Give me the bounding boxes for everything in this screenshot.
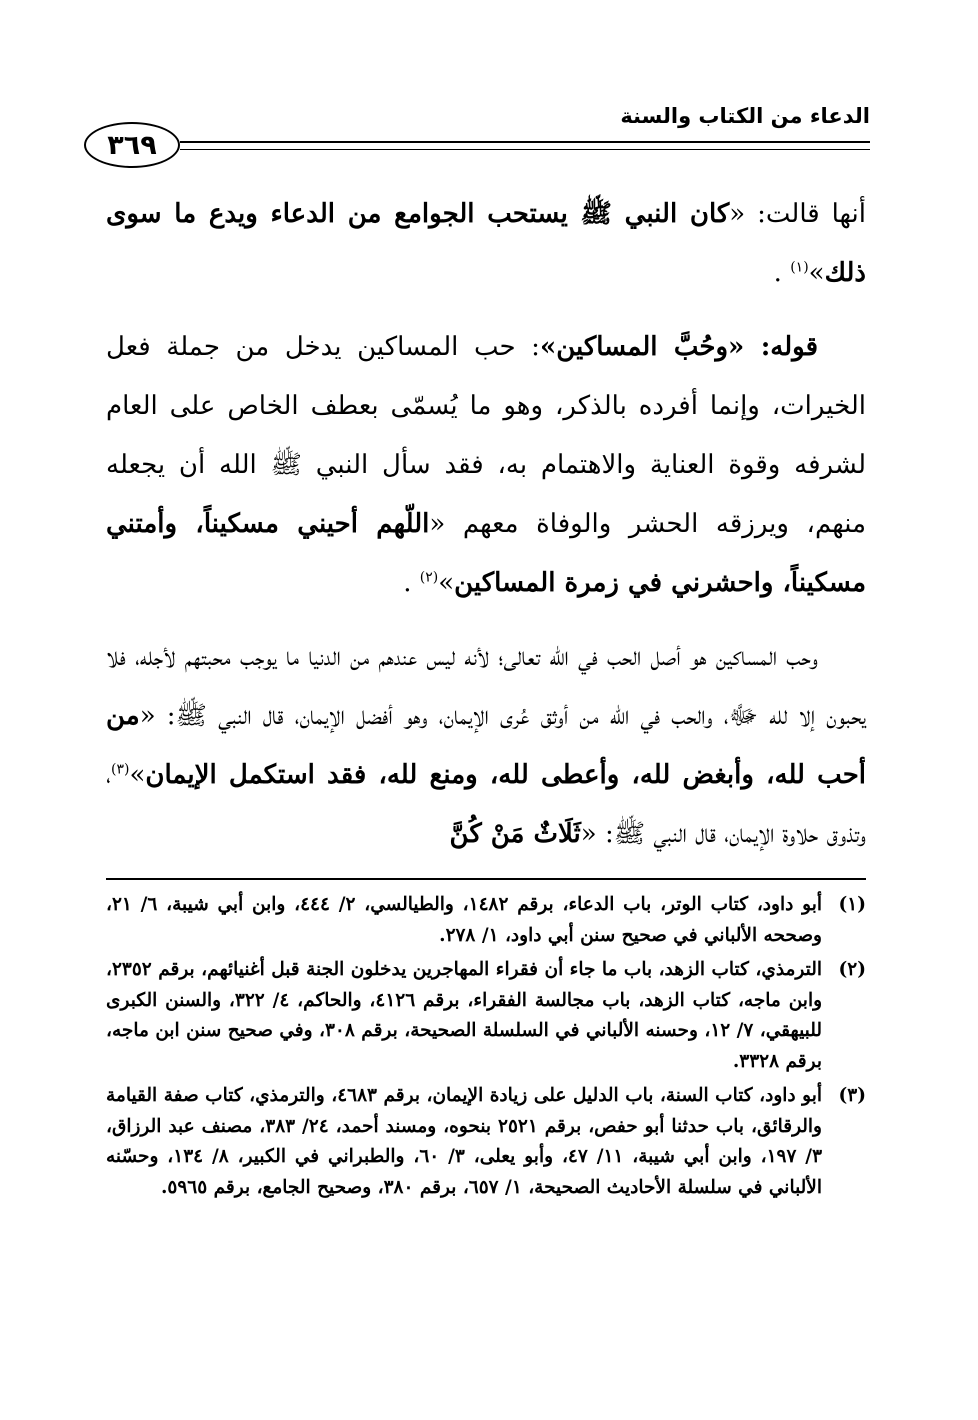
footnote-ref-1: (١) (790, 259, 809, 276)
footnote (106, 1081, 866, 1203)
footnote-number: (٣) (838, 1085, 866, 1106)
p2-lemma: قوله: «وحُبَّ المساكين» (539, 332, 819, 362)
main-text (106, 185, 866, 879)
p1-text-3: . (773, 258, 791, 288)
header-rule (180, 141, 870, 150)
footnote (106, 955, 866, 1077)
footnote-number: (٢) (838, 959, 866, 980)
footnote-ref-3: (٣) (110, 761, 130, 778)
p3-text-3: ، وتذوق حلاوة الإيمان، قال النبي ﷺ: « (106, 760, 866, 849)
footnotes (106, 890, 866, 1207)
p3-text-1: وحب المساكين هو أصل الحب في الله تعالى؛ لأنه ليس عندهم من الدنيا ما يوجب محبتهم لأجله، فلا يحبون إلا لله ﷻ، والحب في الله من أوثق عُرى الإيمان، وهو أفضل الإيمان، قال النبي ﷺ: « (106, 642, 866, 731)
footnote-rule (106, 878, 866, 880)
p1-hadith-quote: كان النبي ﷺ يستحب الجوامع من الدعاء ويدع ما سوى ذلك (106, 199, 866, 288)
p1-text-1: أنها قالت: « (729, 199, 866, 229)
page-number: ٣٦٩ (84, 122, 180, 168)
p3-hadith-start: ثَلَاثٌ مَنْ كُنَّ (449, 819, 581, 849)
footnote (106, 890, 866, 951)
paragraph-3 (106, 628, 866, 864)
p3-text-2: » (129, 760, 146, 790)
p2-text-3: . (403, 568, 420, 598)
paragraph-2 (106, 318, 866, 613)
running-title: الدعاء من الكتاب والسنة (620, 104, 870, 128)
p3-hadith-quote: من أحب لله، وأبغض لله، وأعطى لله، ومنع لله، فقد استكمل الإيمان (106, 701, 866, 790)
footnote-text: أبو داود، كتاب الوتر، باب الدعاء، برقم ١٤٨٢، والطيالسي، ٢/ ٤٤٤، وابن أبي شيبة، ٦/ ٢١، وصححه الألباني في صحيح سنن أبي داود، ١/ ٢٧٨. (106, 894, 823, 946)
footnote-number: (١) (838, 894, 866, 915)
p1-text-2: » (808, 258, 825, 288)
p2-text-2: » (438, 568, 455, 598)
p2-supplication: اللّهم أحيني مسكيناً، وأمتني مسكيناً، واحشرني في زمرة المساكين (106, 509, 866, 598)
footnote-ref-2: (٢) (419, 569, 439, 586)
footnote-text: الترمذي، كتاب الزهد، باب ما جاء أن فقراء المهاجرين يدخلون الجنة قبل أغنيائهم، برقم ٢٣٥٢، وابن ماجه، كتاب الزهد، باب مجالسة الفقراء، برقم ٤١٢٦، والحاكم، ٤/ ٣٢٢، والسنن الكبرى للبيهقي، ٧/ ١٢، وحسنه الألباني في السلسلة الصحيحة، برقم ٣٠٨، وفي صحيح سنن ابن ماجه، برقم ٣٣٢٨. (106, 959, 823, 1072)
p2-text-1: : حب المساكين يدخل من جملة فعل الخيرات، وإنما أفرده بالذكر، وهو ما يُسمّى بعطف الخاص على العام لشرفه وقوة العناية والاهتمام به، فقد سأل النبي ﷺ الله أن يجعله منهم، ويرزقه الحشر والوفاة معهم « (106, 332, 866, 539)
paragraph-1 (106, 185, 866, 303)
footnote-text: أبو داود، كتاب السنة، باب الدليل على زيادة الإيمان، برقم ٤٦٨٣، والترمذي، كتاب صفة القيامة والرقائق، باب حدثنا أبو حفص، برقم ٢٥٢١ بنحوه، ومسند أحمد، ٢٤/ ٣٨٣، مصنف عبد الرزاق، ٣/ ١٩٧، وابن أبي شيبة، ١١/ ٤٧، وأبو يعلى، ٣/ ٦٠، والطبراني في الكبير، ٨/ ١٣٤، وحسّنه الألباني في سلسلة الأحاديث الصحيحة، ١/ ٦٥٧، برقم ٣٨٠، وصحيح الجامع، برقم ٥٩٦٥. (106, 1085, 823, 1198)
